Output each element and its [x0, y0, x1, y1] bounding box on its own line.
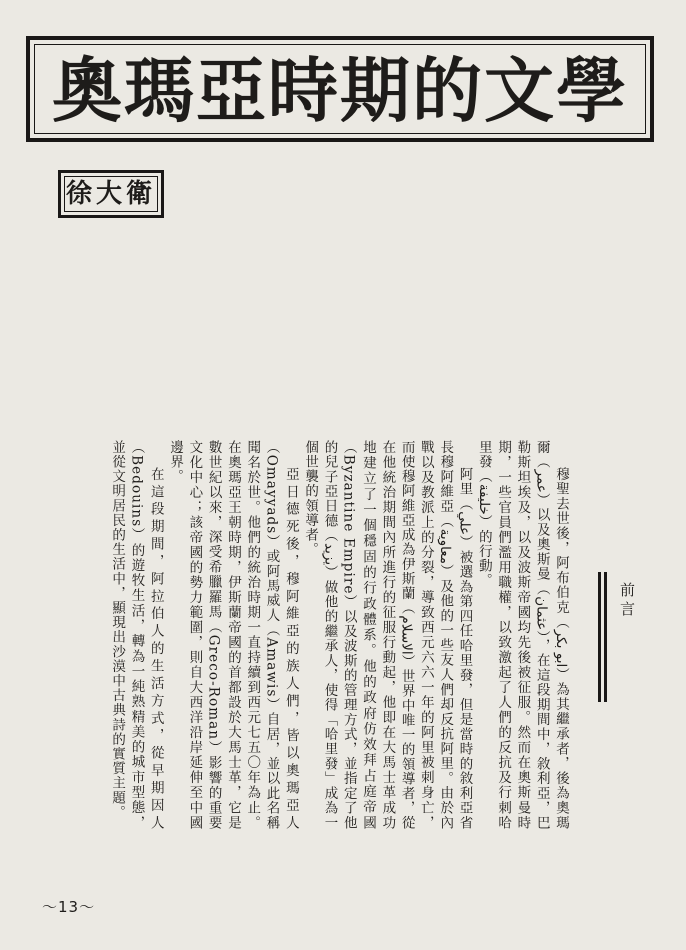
title-frame [26, 36, 654, 142]
author-name: 徐大衛 [65, 179, 156, 209]
article-title: 奧瑪亞時期的文學 [52, 50, 628, 132]
body-paragraph-3: 亞日德死後，穆阿維亞的族人們，皆以奧瑪亞人（Omayyads）或阿馬威人（Amawis）自居，並以此名稱聞名於世。他們的統治時期一直持續到西元七五〇年為止。在奧瑪亞王朝時期，伊斯蘭帝國的首都設於大馬士革，它是數世紀以來，深受希臘羅馬（Greco-Roman）影響的重要文化中心；該帝國的勢力範圍，則自大西洋沿岸延伸至中國邊界。 [167, 440, 299, 830]
section-label: 前言 [618, 582, 636, 620]
section-rule-right [604, 572, 607, 702]
section-rule-left [598, 572, 601, 702]
body-paragraph-2: 阿里（علي）被選為第四任哈里發，但是當時的敘利亞省長穆阿維亞（معاوية）及他的一些友人們却反抗阿里。由於內戰以及教派上的分裂，導致西元六六一年的阿里被刺身亡，而使穆阿維亞成為伊斯蘭（الاسلام）世界中唯一的領導者，從在他統治期間內所進行的征服行動起，他即在大馬士革成功地建立了一個穩固的行政體系。他的政府仿效拜占庭帝國（Byzantine Empire）以及波斯的管理方式，並指定了他的兒子亞日德（يزيد）做他的繼承人，使得「哈里發」成為一個世襲的領導者。 [302, 440, 473, 830]
page-number: ～13～ [42, 898, 96, 916]
author-frame [58, 170, 164, 218]
body-paragraph-4: 在這段期間，阿拉伯人的生活方式，從早期因人（Bedouins）的遊牧生活，轉為一純熟精美的城市型態，並從文明居民的生活中，顯現出沙漠中古典詩的實質主題。 [109, 440, 164, 830]
article-body [30, 440, 570, 830]
body-paragraph-1: 穆聖去世後，阿布伯克（ابو بكر）為其繼承者，後為奧瑪爾（عمر）以及奧斯曼（عثمان），在這段期間中，敘利亞，巴勒斯坦埃及，以及波斯帝國均先後被征服。然而在奧斯曼時期，一些官員們濫用職權，以致激起了人們的反抗及行刺哈里發（خليفة）的行動。 [475, 440, 569, 830]
section-heading [592, 572, 652, 712]
